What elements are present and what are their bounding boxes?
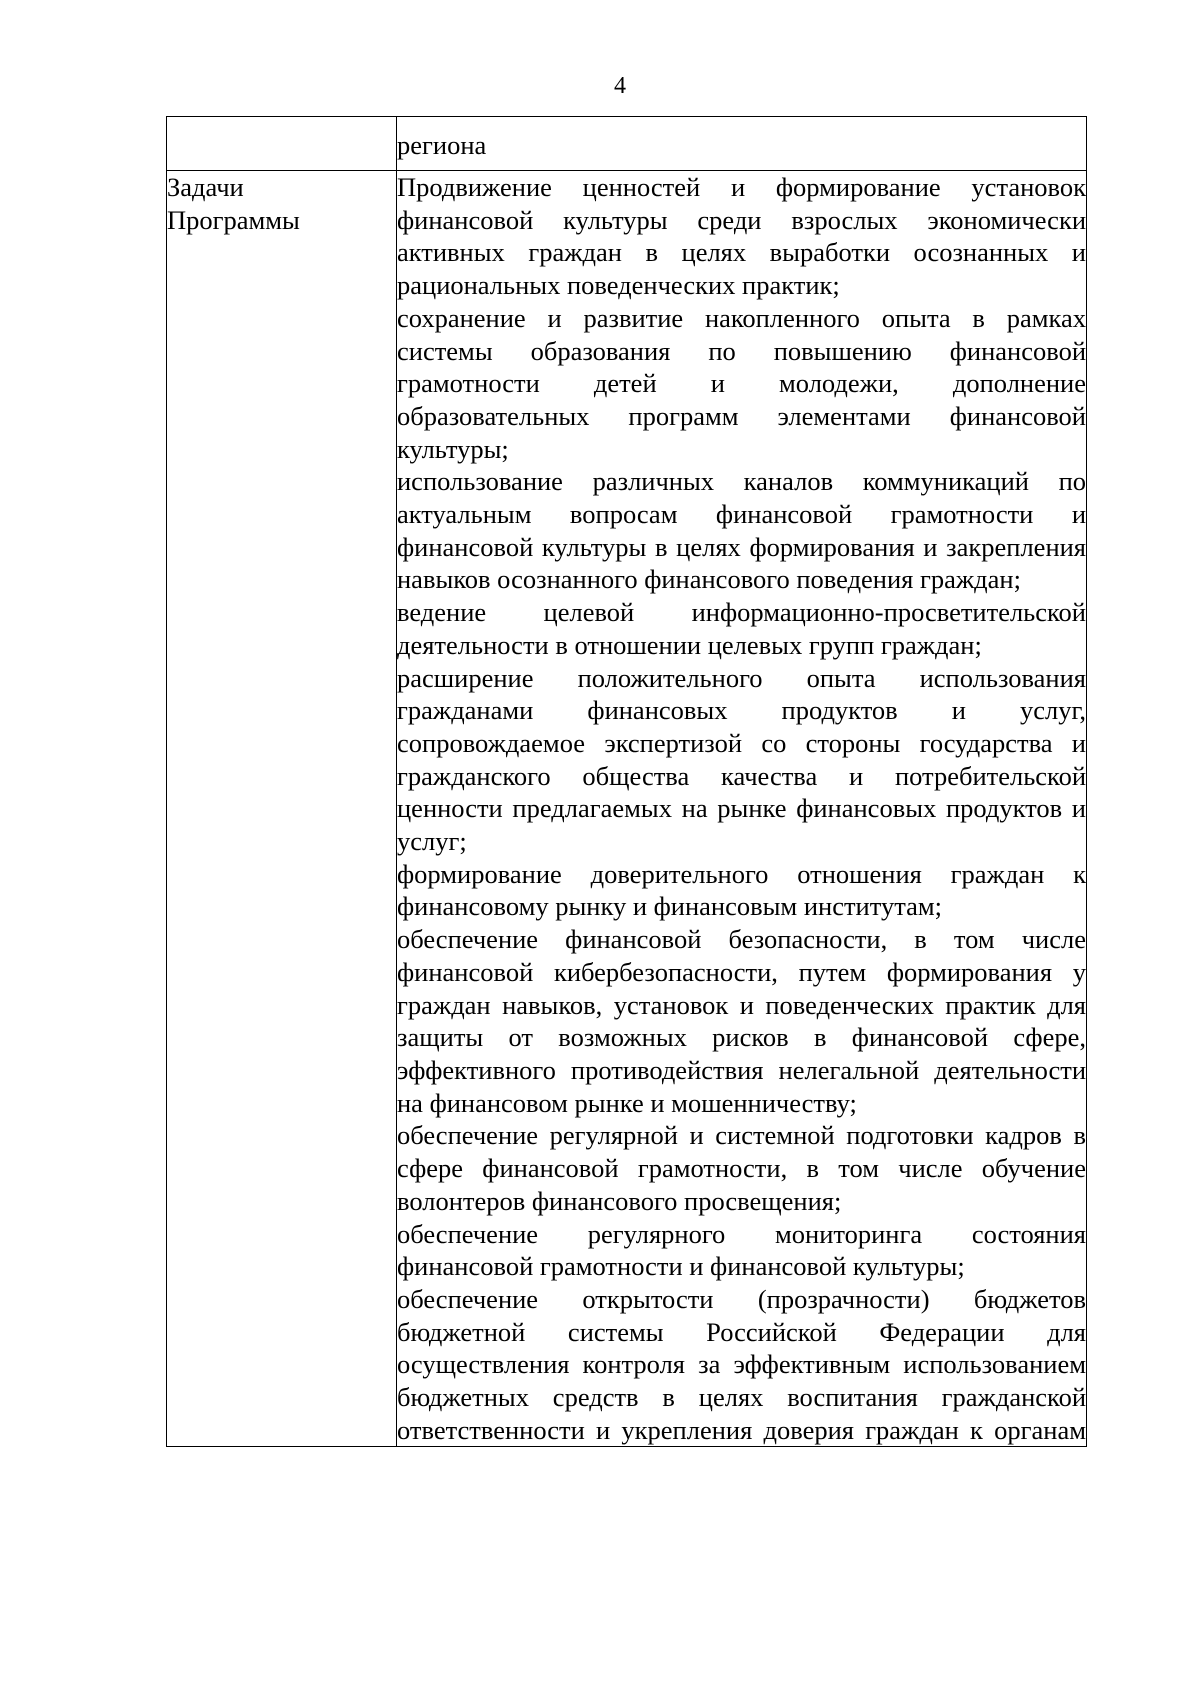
table-row (167, 117, 1087, 171)
program-passport-table (166, 116, 1087, 1447)
row-label-line: Программы (167, 204, 300, 235)
table-row (167, 171, 1087, 1447)
content-paragraph: обеспечение финансовой безопасности, в том числе финансовой кибербезопасности, путем формирования у граждан навыков, установок и поведенческих практик для защиты от возможных рисков в финансовой сфере, эффективного противодействия нелегальной деятельности на финансовом рынке и мошенничеству; (397, 924, 1086, 1118)
content-paragraph: региона (397, 130, 487, 160)
content-paragraph: использование различных каналов коммуникаций по актуальным вопросам финансовой грамотности и финансовой культуры в целях формирования и закрепления навыков осознанного финансового поведения граждан; (397, 466, 1086, 595)
row-content-cell (397, 117, 1087, 171)
content-paragraph: расширение положительного опыта использования гражданами финансовых продуктов и услуг, сопровождаемое экспертизой со стороны государства и гражданского общества качества и потребительской ценности предлагаемых на рынке финансовых продуктов и услуг; (397, 662, 1086, 857)
row-label-line: Задачи (167, 172, 244, 202)
content-paragraph: обеспечение регулярной и системной подготовки кадров в сфере финансовой грамотности, в том числе обучение волонтеров финансового просвещения; (397, 1120, 1086, 1216)
content-paragraph: сохранение и развитие накопленного опыта в рамках системы образования по повышению финансовой грамотности детей и молодежи, дополнение образовательных программ элементами финансовой культуры; (397, 302, 1086, 464)
page-number: 4 (614, 73, 626, 99)
row-label-cell (167, 117, 397, 171)
content-paragraph: обеспечение открытости (прозрачности) бюджетов бюджетной системы Российской Федерации для осуществления контроля за эффективным использованием бюджетных средств в целях воспитания гражданской ответственности и укрепления доверия граждан к органам (397, 1283, 1086, 1445)
content-paragraph: формирование доверительного отношения граждан к финансовому рынку и финансовым институтам; (397, 858, 1086, 922)
row-content-cell (397, 171, 1087, 1447)
content-paragraph: ведение целевой информационно-просветительской деятельности в отношении целевых групп граждан; (397, 597, 1086, 660)
content-paragraph: Продвижение ценностей и формирование установок финансовой культуры среди взрослых экономически активных граждан в целях выработки осознанных и рациональных поведенческих практик; (397, 172, 1086, 301)
row-label-cell (167, 171, 397, 1447)
content-paragraph: обеспечение регулярного мониторинга состояния финансовой грамотности и финансовой культуры; (397, 1218, 1086, 1282)
